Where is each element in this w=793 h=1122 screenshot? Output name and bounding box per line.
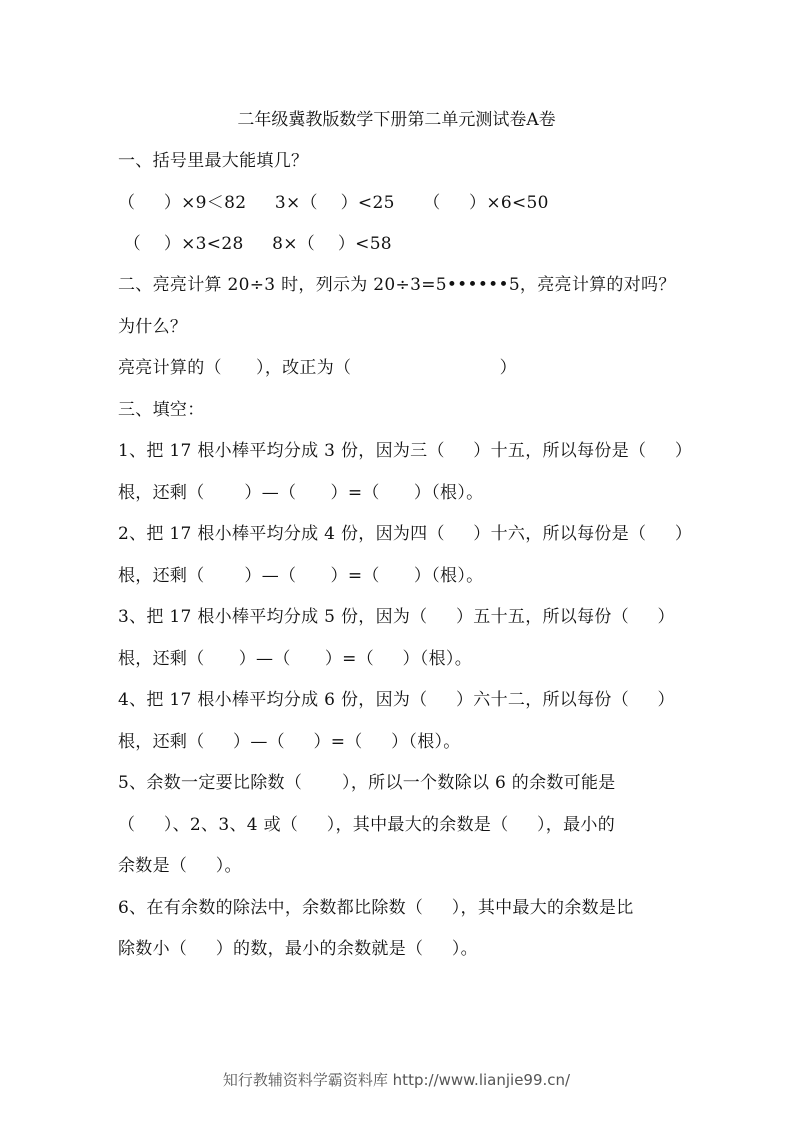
- question-line: （ ）×9＜82 3×（ ）<25 （ ）×6<50: [118, 193, 549, 213]
- question-line: 余数是（ ）。: [118, 856, 242, 876]
- section-heading-1: 一、括号里最大能填几？: [118, 151, 309, 171]
- question-line: 亮亮计算的（ ），改正为（ ）: [118, 358, 517, 378]
- question-line: 2、把 17 根小棒平均分成 4 份，因为四（ ）十六，所以每份是（ ）: [118, 524, 693, 544]
- footer-url: 知行教辅资料学霸资料库 http://www.lianjie99.cn/: [222, 1071, 571, 1089]
- question-line: 4、把 17 根小棒平均分成 6 份，因为（ ）六十二，所以每份（ ）: [118, 690, 675, 710]
- question-line: 除数小（ ）的数，最小的余数就是（ ）。: [118, 939, 478, 959]
- question-line: 为什么？: [118, 317, 188, 337]
- question-line: 根，还剩（ ）—（ ）=（ ）（根）。: [118, 483, 484, 503]
- question-line: 5、余数一定要比除数（ ），所以一个数除以 6 的余数可能是: [118, 773, 616, 793]
- question-line: 根，还剩（ ）—（ ）=（ ）（根）。: [118, 649, 473, 669]
- section-heading-2: 二、亮亮计算 20÷3 时，列示为 20÷3=5••••••5，亮亮计算的对吗？: [118, 275, 676, 295]
- question-line: 1、把 17 根小棒平均分成 3 份，因为三（ ）十五，所以每份是（ ）: [118, 441, 693, 461]
- page-title: 二年级冀教版数学下册第二单元测试卷A卷: [237, 110, 556, 130]
- question-line: 根，还剩（ ）—（ ）=（ ）（根）。: [118, 566, 484, 586]
- question-line: （ ）×3<28 8×（ ）<58: [118, 234, 392, 254]
- question-line: 根，还剩（ ）—（ ）=（ ）（根）。: [118, 732, 461, 752]
- section-heading-3: 三、填空：: [118, 400, 205, 420]
- question-line: 6、在有余数的除法中，余数都比除数（ ），其中最大的余数是比: [118, 898, 634, 918]
- question-line: （ ）、2、3、4 或（ ），其中最大的余数是（ ），最小的: [118, 815, 616, 835]
- question-line: 3、把 17 根小棒平均分成 5 份，因为（ ）五十五，所以每份（ ）: [118, 607, 675, 627]
